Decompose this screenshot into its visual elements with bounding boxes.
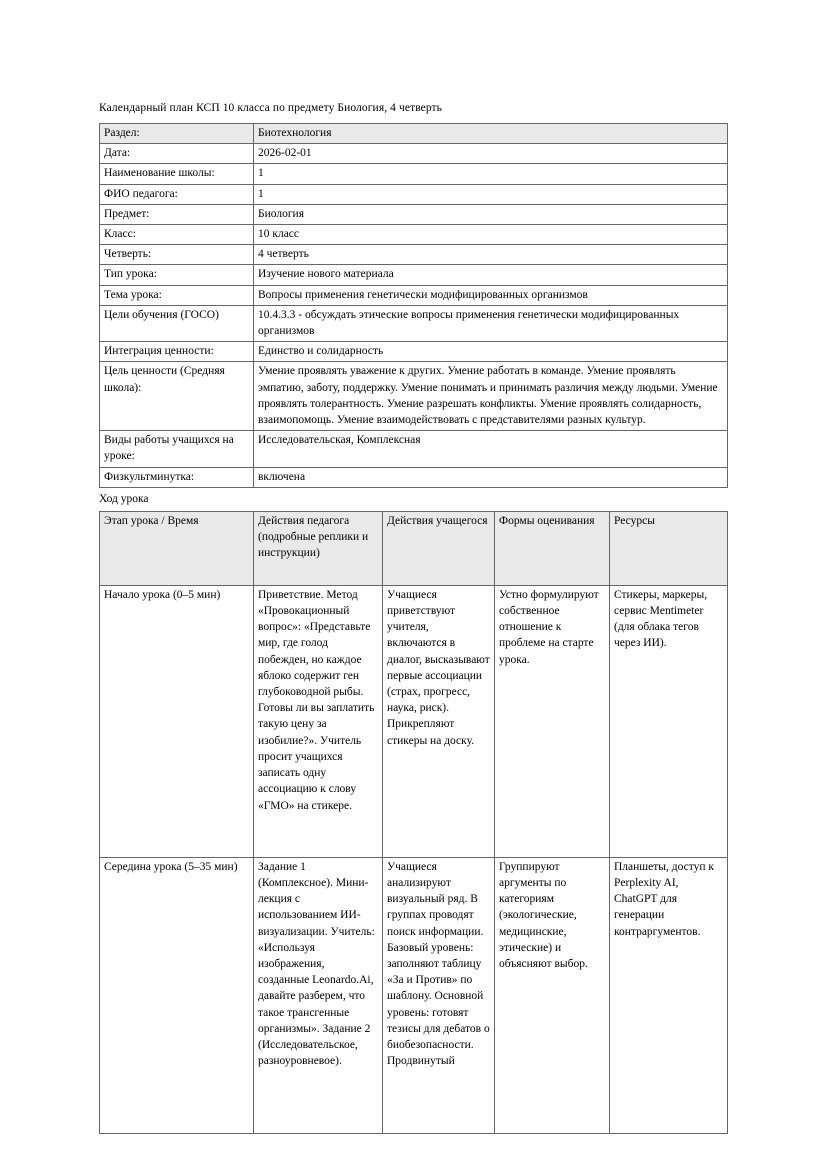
table-row: [100, 285, 728, 305]
info-value: 10.4.3.3 - обсуждать этические вопросы применения генетически модифицированных организмов: [254, 305, 728, 341]
column-header-student-actions: Действия учащегося: [383, 511, 495, 585]
table-row: [100, 225, 728, 245]
info-value: Биология: [254, 204, 728, 224]
info-value: Биотехнология: [254, 124, 728, 144]
column-header-teacher-actions: Действия педагога (подробные реплики и инструкции): [254, 511, 383, 585]
section-label-lesson-flow: Ход урока: [99, 492, 149, 505]
table-row: [100, 164, 728, 184]
info-label: Интеграция ценности:: [100, 342, 254, 362]
cell-teacher-actions: Приветствие. Метод «Провокационный вопрос»: «Представьте мир, где голод побежден, но каждое яблоко содержит ген глубоководной рыбы. Готовы ли вы заплатить такую цену за изобилие?». Учитель просит учащихся записать одну ассоциацию к слову «ГМО» на стикере.: [254, 585, 383, 857]
info-value: Изучение нового материала: [254, 265, 728, 285]
cell-resources: Планшеты, доступ к Perplexity AI, ChatGPT для генерации контраргументов.: [610, 857, 728, 1133]
info-label: Наименование школы:: [100, 164, 254, 184]
cell-student-actions: Учащиеся приветствуют учителя, включаются в диалог, высказывают первые ассоциации (страх, прогресс, наука, риск). Прикрепляют стикеры на доску.: [383, 585, 495, 857]
info-label: ФИО педагога:: [100, 184, 254, 204]
info-value: 10 класс: [254, 225, 728, 245]
info-label: Четверть:: [100, 245, 254, 265]
info-value: Умение проявлять уважение к других. Умение работать в команде. Умение проявлять эмпатию, заботу, поддержку. Умение понимать и принимать различия между людьми. Умение проявлять толерантность. Умение разрешать конфликты. Умение проявлять солидарность, взаимопомощь. Умение взаимодействовать с представителями разных культур.: [254, 362, 728, 431]
info-label: Тип урока:: [100, 265, 254, 285]
page-title: Календарный план КСП 10 класса по предмету Биология, 4 четверть: [99, 102, 443, 114]
info-value: Исследовательская, Комплексная: [254, 431, 728, 467]
info-label: Цели обучения (ГОСО): [100, 305, 254, 341]
info-value: 1: [254, 184, 728, 204]
info-value: 1: [254, 164, 728, 184]
column-header-resources: Ресурсы: [610, 511, 728, 585]
info-label: Класс:: [100, 225, 254, 245]
info-value: 2026-02-01: [254, 144, 728, 164]
table-header-row: [100, 511, 728, 585]
cell-assessment-forms: Устно формулируют собственное отношение к проблеме на старте урока.: [495, 585, 610, 857]
table-row: [100, 362, 728, 431]
table-row: [100, 245, 728, 265]
table-row: [100, 305, 728, 341]
table-row: [100, 124, 728, 144]
lesson-flow-body: [100, 585, 728, 1133]
cell-resources: Стикеры, маркеры, сервис Mentimeter (для облака тегов через ИИ).: [610, 585, 728, 857]
lesson-info-table: [99, 123, 728, 488]
column-header-assessment-forms: Формы оценивания: [495, 511, 610, 585]
document-content: [99, 100, 727, 1134]
table-row: [100, 184, 728, 204]
table-row: [100, 431, 728, 467]
lesson-info-body: [100, 124, 728, 488]
cell-assessment-forms: Группируют аргументы по категориям (экологические, медицинские, этические) и объясняют выбор.: [495, 857, 610, 1133]
cell-stage: Середина урока (5–35 мин): [100, 857, 254, 1133]
info-label: Физкультминутка:: [100, 467, 254, 487]
lesson-flow-table: [99, 511, 728, 1134]
info-label: Предмет:: [100, 204, 254, 224]
table-row: [100, 342, 728, 362]
info-value: Единство и солидарность: [254, 342, 728, 362]
table-row: [100, 857, 728, 1133]
column-header-stage: Этап урока / Время: [100, 511, 254, 585]
info-label: Тема урока:: [100, 285, 254, 305]
table-row: [100, 144, 728, 164]
info-value: Вопросы применения генетически модифицированных организмов: [254, 285, 728, 305]
info-label: Цель ценности (Средняя школа):: [100, 362, 254, 431]
cell-stage: Начало урока (0–5 мин): [100, 585, 254, 857]
info-label: Виды работы учащихся на уроке:: [100, 431, 254, 467]
info-label: Дата:: [100, 144, 254, 164]
info-value: 4 четверть: [254, 245, 728, 265]
cell-student-actions: Учащиеся анализируют визуальный ряд. В группах проводят поиск информации. Базовый уровень: заполняют таблицу «За и Против» по шаблону. Основной уровень: готовят тезисы для дебатов о биобезопасности. Продвинутый: [383, 857, 495, 1133]
table-row: [100, 265, 728, 285]
info-label: Раздел:: [100, 124, 254, 144]
cell-teacher-actions: Задание 1 (Комплексное). Мини-лекция с использованием ИИ-визуализации. Учитель: «Используя изображения, созданные Leonardo.Ai, давайте разберем, что такое трансгенные организмы». Задание 2 (Исследовательское, разноуровневое).: [254, 857, 383, 1133]
table-row: [100, 204, 728, 224]
info-value: включена: [254, 467, 728, 487]
table-row: [100, 467, 728, 487]
table-row: [100, 585, 728, 857]
lesson-flow-header: [100, 511, 728, 585]
